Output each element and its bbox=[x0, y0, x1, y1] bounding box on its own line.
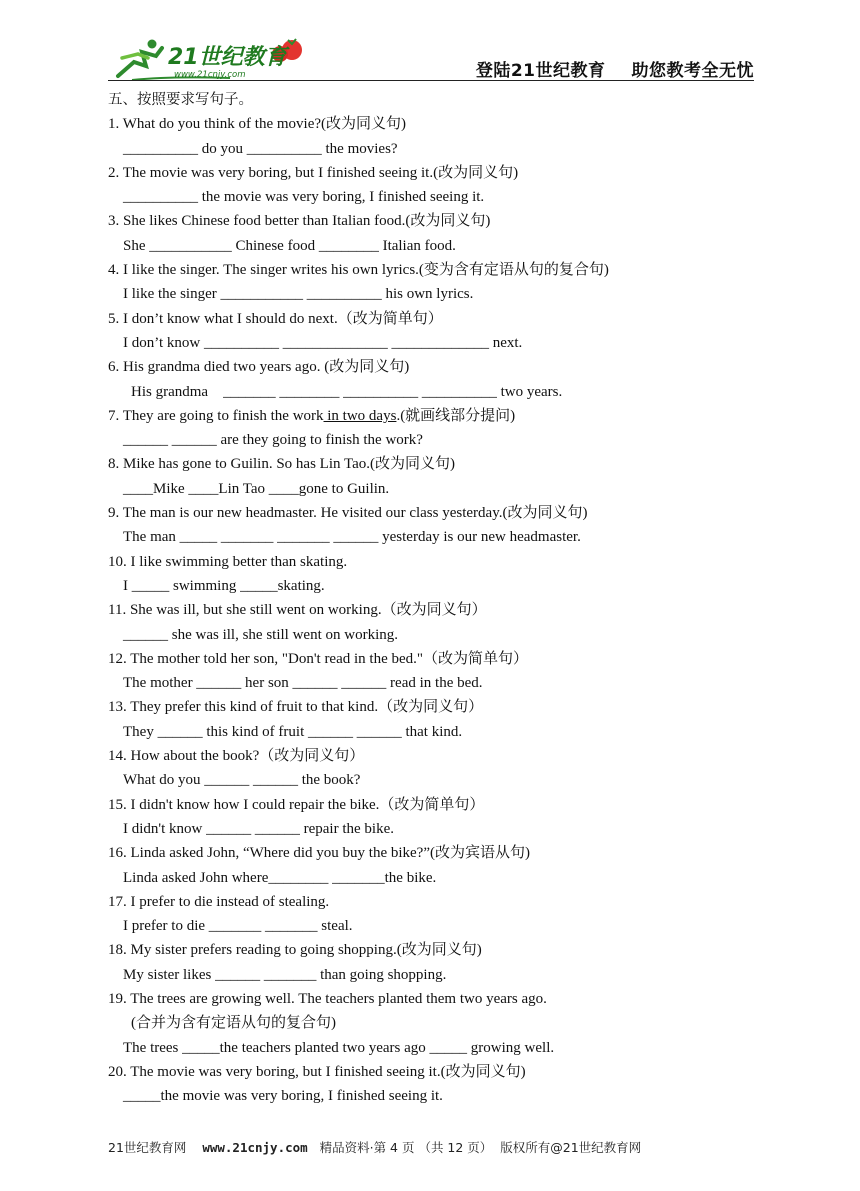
question-14: 14. How about the book?（改为同义句） bbox=[108, 748, 365, 765]
answer-line-16: Linda asked John where________ _______the bike. bbox=[123, 869, 437, 886]
answer-line-18: My sister likes ______ _______ than going shopping. bbox=[123, 966, 447, 983]
question-19: 19. The trees are growing well. The teachers planted them two years ago. bbox=[108, 990, 547, 1007]
footer-url: www.21cnjy.com bbox=[202, 1140, 308, 1155]
question-7 bbox=[108, 404, 758, 428]
question-2: 2. The movie was very boring, but I finished seeing it.(改为同义句) bbox=[108, 164, 519, 181]
question-3: 3. She likes Chinese food better than Italian food.(改为同义句) bbox=[108, 213, 491, 230]
answer-line-4: I like the singer ___________ __________ his own lyrics. bbox=[123, 286, 474, 303]
question-5: 5. I don’t know what I should do next.（改为简单句） bbox=[108, 310, 443, 327]
section-title: 五、按照要求写句子。 bbox=[108, 92, 253, 108]
logo bbox=[112, 36, 312, 82]
question-16: 16. Linda asked John, “Where did you buy the bike?”(改为宾语从句) bbox=[108, 845, 530, 862]
answer-line-5: I don’t know __________ ______________ _____________ next. bbox=[123, 334, 523, 351]
question-6: 6. His grandma died two years ago. (改为同义句) bbox=[108, 359, 410, 376]
answer-line-14: What do you ______ ______ the book? bbox=[123, 772, 361, 789]
question-9: 9. The man is our new headmaster. He visited our class yesterday.(改为同义句) bbox=[108, 505, 588, 522]
question-12: 12. The mother told her son, "Don't read in the bed."（改为简单句） bbox=[108, 650, 529, 667]
page-header bbox=[108, 32, 754, 82]
question-11: 11. She was ill, but she still went on working.（改为同义句） bbox=[108, 602, 487, 619]
question-10: 10. I like swimming better than skating. bbox=[108, 553, 348, 570]
logo-url: www.21cnjy.com bbox=[174, 70, 246, 80]
footer-copyright: 版权所有@21世纪教育网 bbox=[500, 1140, 642, 1155]
answer-line-6: His grandma _______ ________ __________ __________ two years. bbox=[131, 383, 563, 400]
underlined-phrase: in two days bbox=[323, 407, 397, 424]
question-13: 13. They prefer this kind of fruit to that kind.（改为同义句） bbox=[108, 699, 484, 716]
question-8: 8. Mike has gone to Guilin. So has Lin Tao.(改为同义句) bbox=[108, 456, 455, 473]
question-18: 18. My sister prefers reading to going shopping.(改为同义句) bbox=[108, 942, 482, 959]
header-divider bbox=[108, 80, 754, 81]
question-17: 17. I prefer to die instead of stealing. bbox=[108, 893, 330, 910]
logo-text: 21世纪教育 bbox=[168, 45, 287, 70]
answer-line-1: __________ do you __________ the movies? bbox=[123, 140, 398, 157]
question-1: 1. What do you think of the movie?(改为同义句) bbox=[108, 116, 407, 133]
answer-line-12: The mother ______ her son ______ ______ read in the bed. bbox=[123, 675, 483, 692]
page-footer bbox=[108, 1138, 641, 1156]
answer-line-3: She ___________ Chinese food ________ Italian food. bbox=[123, 237, 456, 254]
answer-line-20: _____the movie was very boring, I finished seeing it. bbox=[123, 1088, 443, 1105]
instruction-19: (合并为含有定语从句的复合句) bbox=[131, 1015, 336, 1032]
answer-line-11: ______ she was ill, she still went on working. bbox=[123, 626, 398, 643]
answer-line-13: They ______ this kind of fruit ______ ______ that kind. bbox=[123, 723, 463, 740]
question-20: 20. The movie was very boring, but I finished seeing it.(改为同义句) bbox=[108, 1063, 526, 1080]
answer-line-9: The man _____ _______ _______ ______ yesterday is our new headmaster. bbox=[123, 529, 581, 546]
question-15: 15. I didn't know how I could repair the bike.（改为简单句） bbox=[108, 796, 485, 813]
answer-line-10: I _____ swimming _____skating. bbox=[123, 577, 325, 594]
answer-line-19: The trees _____the teachers planted two years ago _____ growing well. bbox=[123, 1039, 555, 1056]
question-4: 4. I like the singer. The singer writes his own lyrics.(变为含有定语从句的复合句) bbox=[108, 262, 609, 279]
answer-line-2: __________ the movie was very boring, I finished seeing it. bbox=[123, 189, 485, 206]
answer-line-15: I didn't know ______ ______ repair the bike. bbox=[123, 820, 394, 837]
answer-line-7: ______ ______ are they going to finish the work? bbox=[123, 432, 423, 449]
answer-line-17: I prefer to die _______ _______ steal. bbox=[123, 918, 353, 935]
header-slogan bbox=[450, 56, 754, 81]
footer-site: 21世纪教育网 bbox=[108, 1140, 187, 1155]
footer-page-info: 精品资料·第 4 页 （共 12 页） bbox=[319, 1140, 493, 1155]
slogan-left: 登陆21世纪教育 bbox=[475, 61, 606, 81]
answer-line-8: ____Mike ____Lin Tao ____gone to Guilin. bbox=[123, 480, 390, 497]
question-7-instruction: .(就画线部分提问) bbox=[396, 407, 516, 424]
slogan-right: 助您教考全无忧 bbox=[631, 61, 754, 81]
question-7-text: 7. They are going to finish the work bbox=[108, 407, 324, 424]
worksheet-body bbox=[108, 88, 758, 1108]
